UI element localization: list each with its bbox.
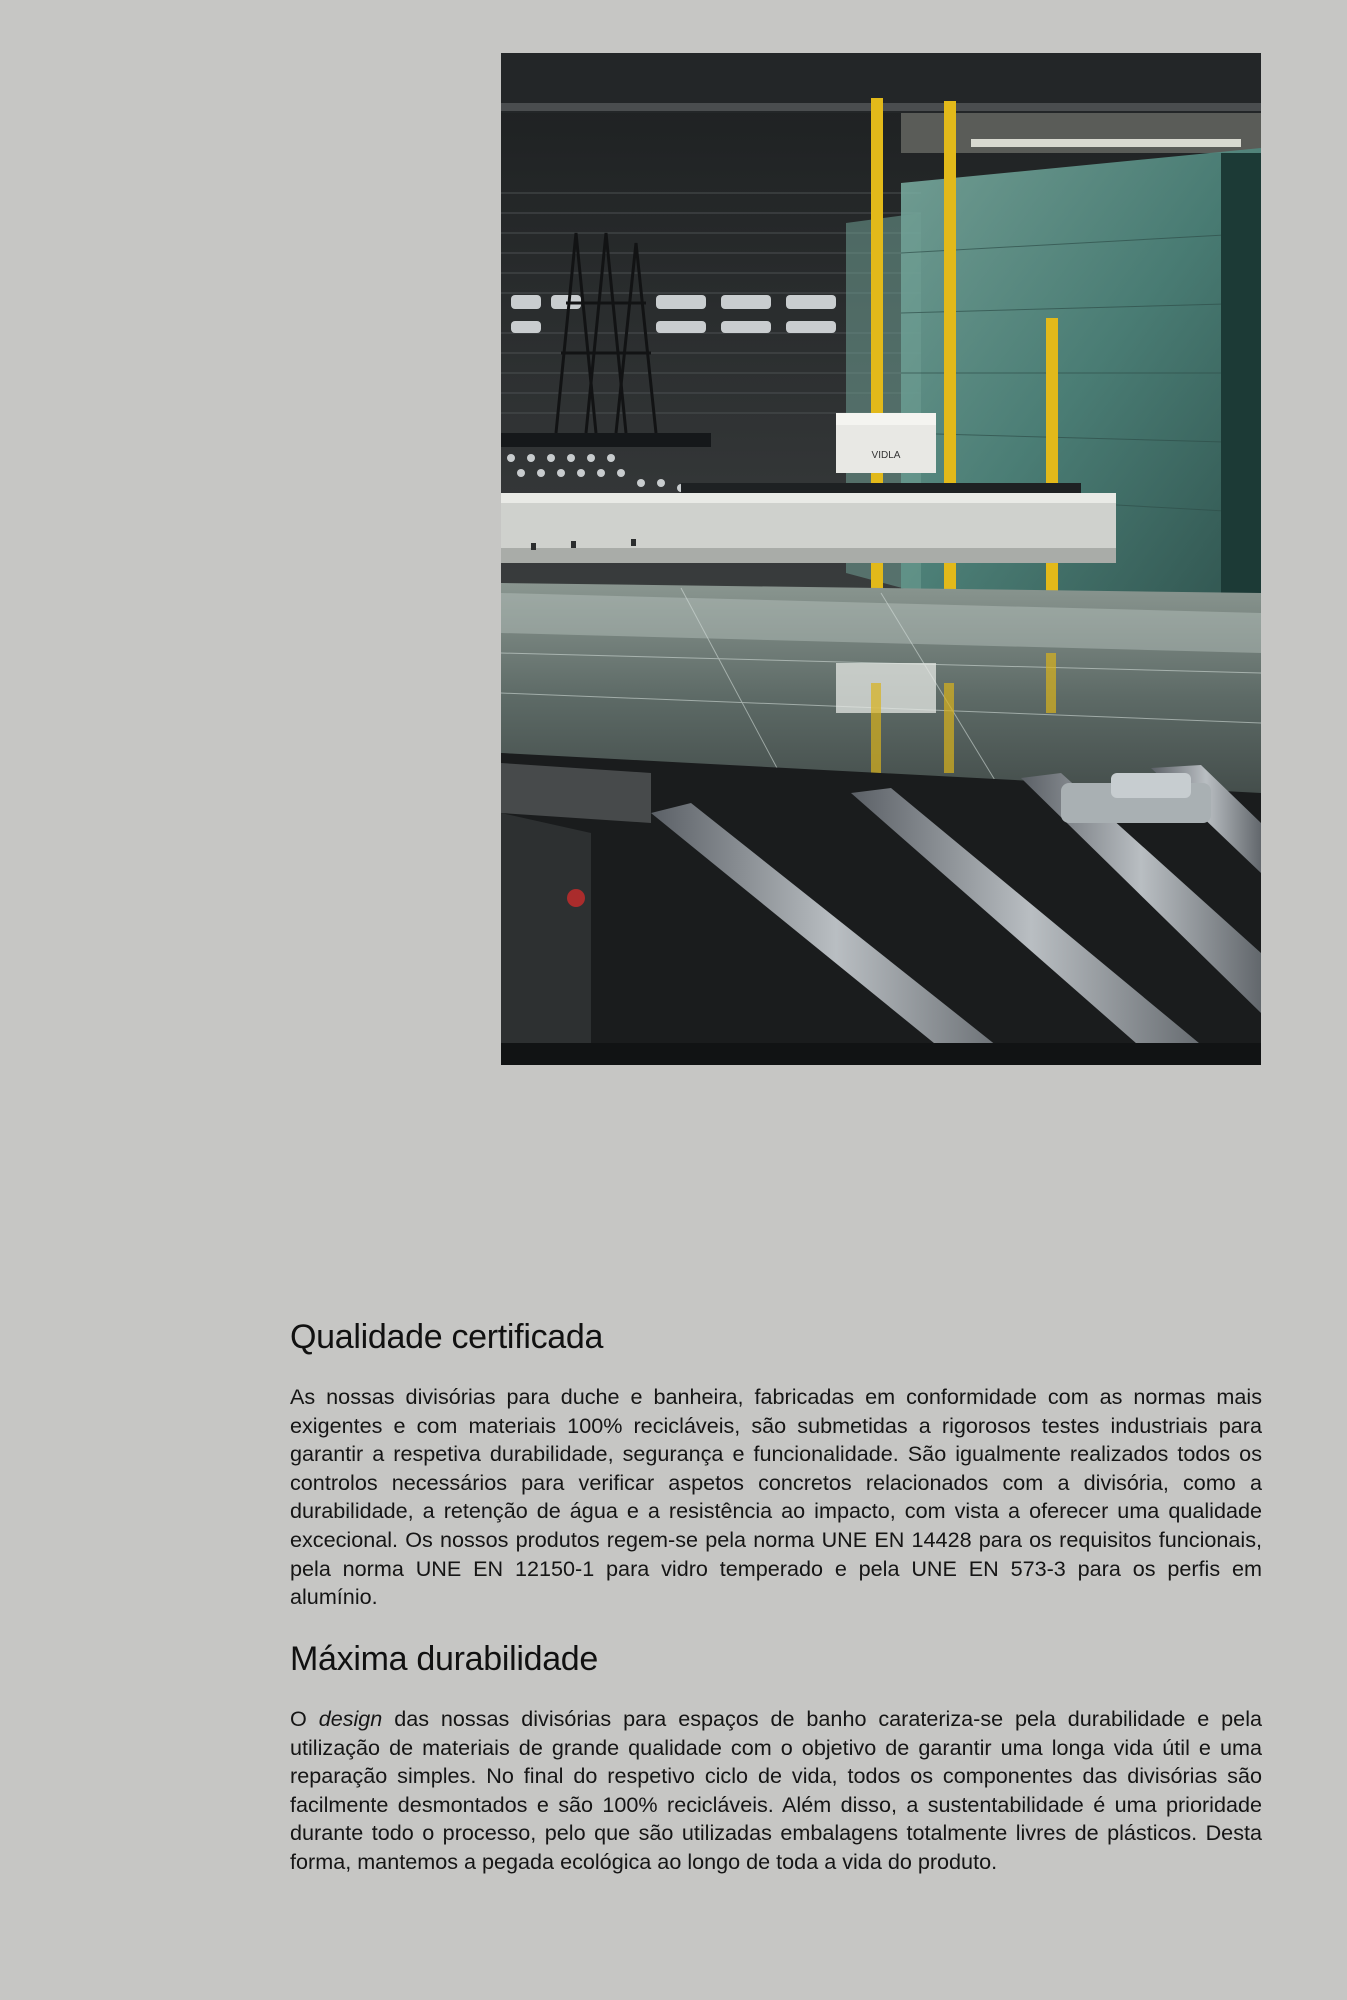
body-prefix: O [290,1705,319,1731]
machine-label: VIDLA [871,450,901,461]
body-text: das nossas divisórias para espaços de banho carateriza-se pela durabilidade e pela utilização de materiais de grande qualidade com o objetivo de garantir uma longa vida útil e uma reparação simples. No final do respetivo ciclo de vida, todos os componentes das divisórias são facilmente desmontados e são 100% recicláveis. Além disso, a sustentabilidade é uma prioridade durante todo o processo, pelo que são utilizadas embalagens totalmente livres de plásticos. Desta forma, mantemos a pegada ecológica ao longo de toda a vida do produto. [290,1705,1262,1874]
factory-photo [501,53,1261,1065]
text-content [290,1318,1262,1877]
section-title: Máxima durabilidade [290,1639,599,1678]
section-title: Qualidade certificada [290,1318,604,1356]
body-emphasis: design [318,1705,383,1731]
section-max-durability [290,1640,1262,1877]
section-certified-quality [290,1318,1262,1612]
section-body: As nossas divisórias para duche e banheira, fabricadas em conformidade com as normas mais exigentes e com materiais 100% recicláveis, são submetidas a rigorosos testes industriais para garantir a respetiva durabilidade, segurança e funcionalidade. São igualmente realizados todos os controlos necessários para verificar aspetos concretos relacionados com a divisória, como a durabilidade, a retenção de água e a resistência ao impacto, com vista a oferecer uma qualidade excecional. Os nossos produtos regem-se pela norma UNE EN 14428 para os requisitos funcionais, pela norma UNE EN 12150-1 para vidro temperado e pela UNE EN 573-3 para os perfis em alumínio. [290,1384,1262,1610]
section-body [290,1705,1262,1877]
